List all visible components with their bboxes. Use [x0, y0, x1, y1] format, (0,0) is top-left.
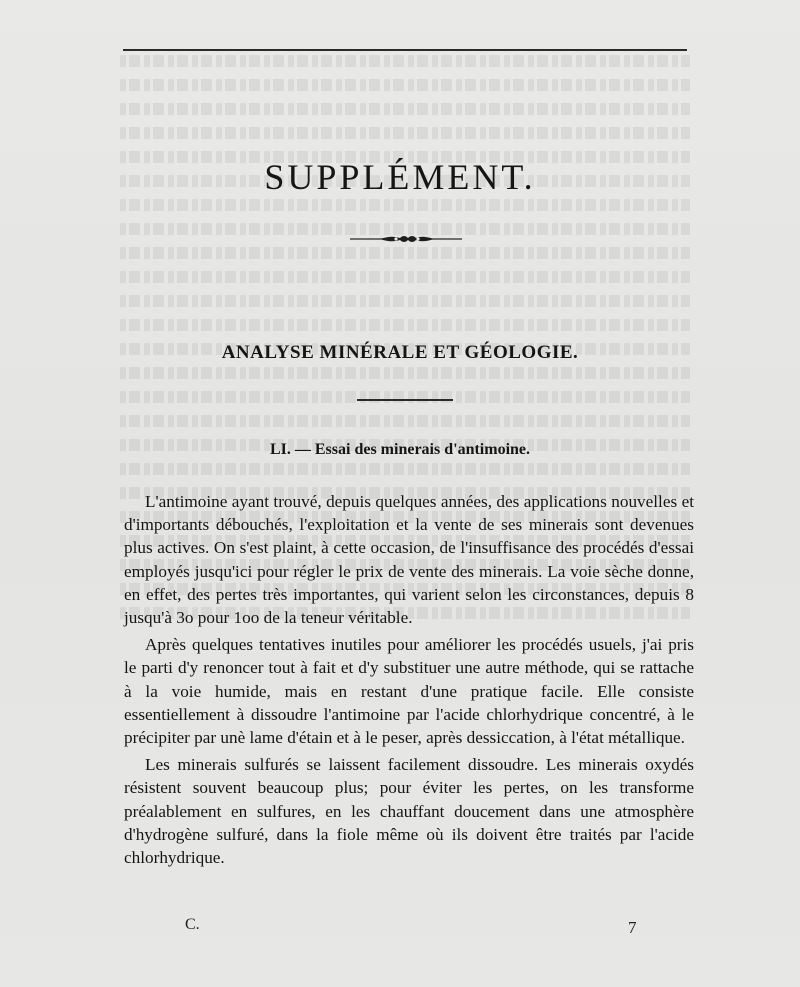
section-rule [357, 399, 453, 401]
body-text [124, 490, 694, 873]
page-number: 7 [628, 918, 637, 937]
section-title: ANALYSE MINÉRALE ET GÉOLOGIE. [221, 342, 579, 363]
paragraph: L'antimoine ayant trouvé, depuis quelques années, des applications nouvelles et d'importants débouchés, l'exploitation et la vente de ses minerais sont devenues plus actives. On s'est plaint, à cette occasion, de l'insuffisance des procédés d'essai employés jusqu'ici pour régler le prix de vente des minerais. La voie sèche donne, en effet, des pertes très importantes, qui varient selon les circonstances, depuis 8 jusqu'à 3o pour 1oo de la teneur véritable. [124, 492, 694, 628]
paragraph: Après quelques tentatives inutiles pour améliorer les procédés usuels, j'ai pris le parti d'y renoncer tout à fait et d'y substituer une autre méthode, qui se rattache à la voie humide, mais en restant d'une pratique facile. Elle consiste essentiellement à dissoudre l'antimoine par l'acide chlorhydrique concentré, à le précipiter par unè lame d'étain et à le peser, après dessiccation, à l'état métallique. [124, 635, 694, 748]
decorative-ornament-icon [350, 232, 462, 246]
signature-mark: C. [185, 916, 200, 933]
header-rule [123, 49, 687, 51]
paragraph: Les minerais sulfurés se laissent facilement dissoudre. Les minerais oxydés résistent souvent beaucoup plus; pour éviter les pertes, on les transforme préalablement en sulfures, en les chauffant doucement dans une atmosphère d'hydrogène sulfuré, dans la fiole même où ils doivent être traités par l'acide chlorhydrique. [124, 755, 694, 868]
page-title: SUPPLÉMENT. [264, 157, 536, 197]
article-subtitle: LI. — Essai des minerais d'antimoine. [269, 441, 531, 458]
